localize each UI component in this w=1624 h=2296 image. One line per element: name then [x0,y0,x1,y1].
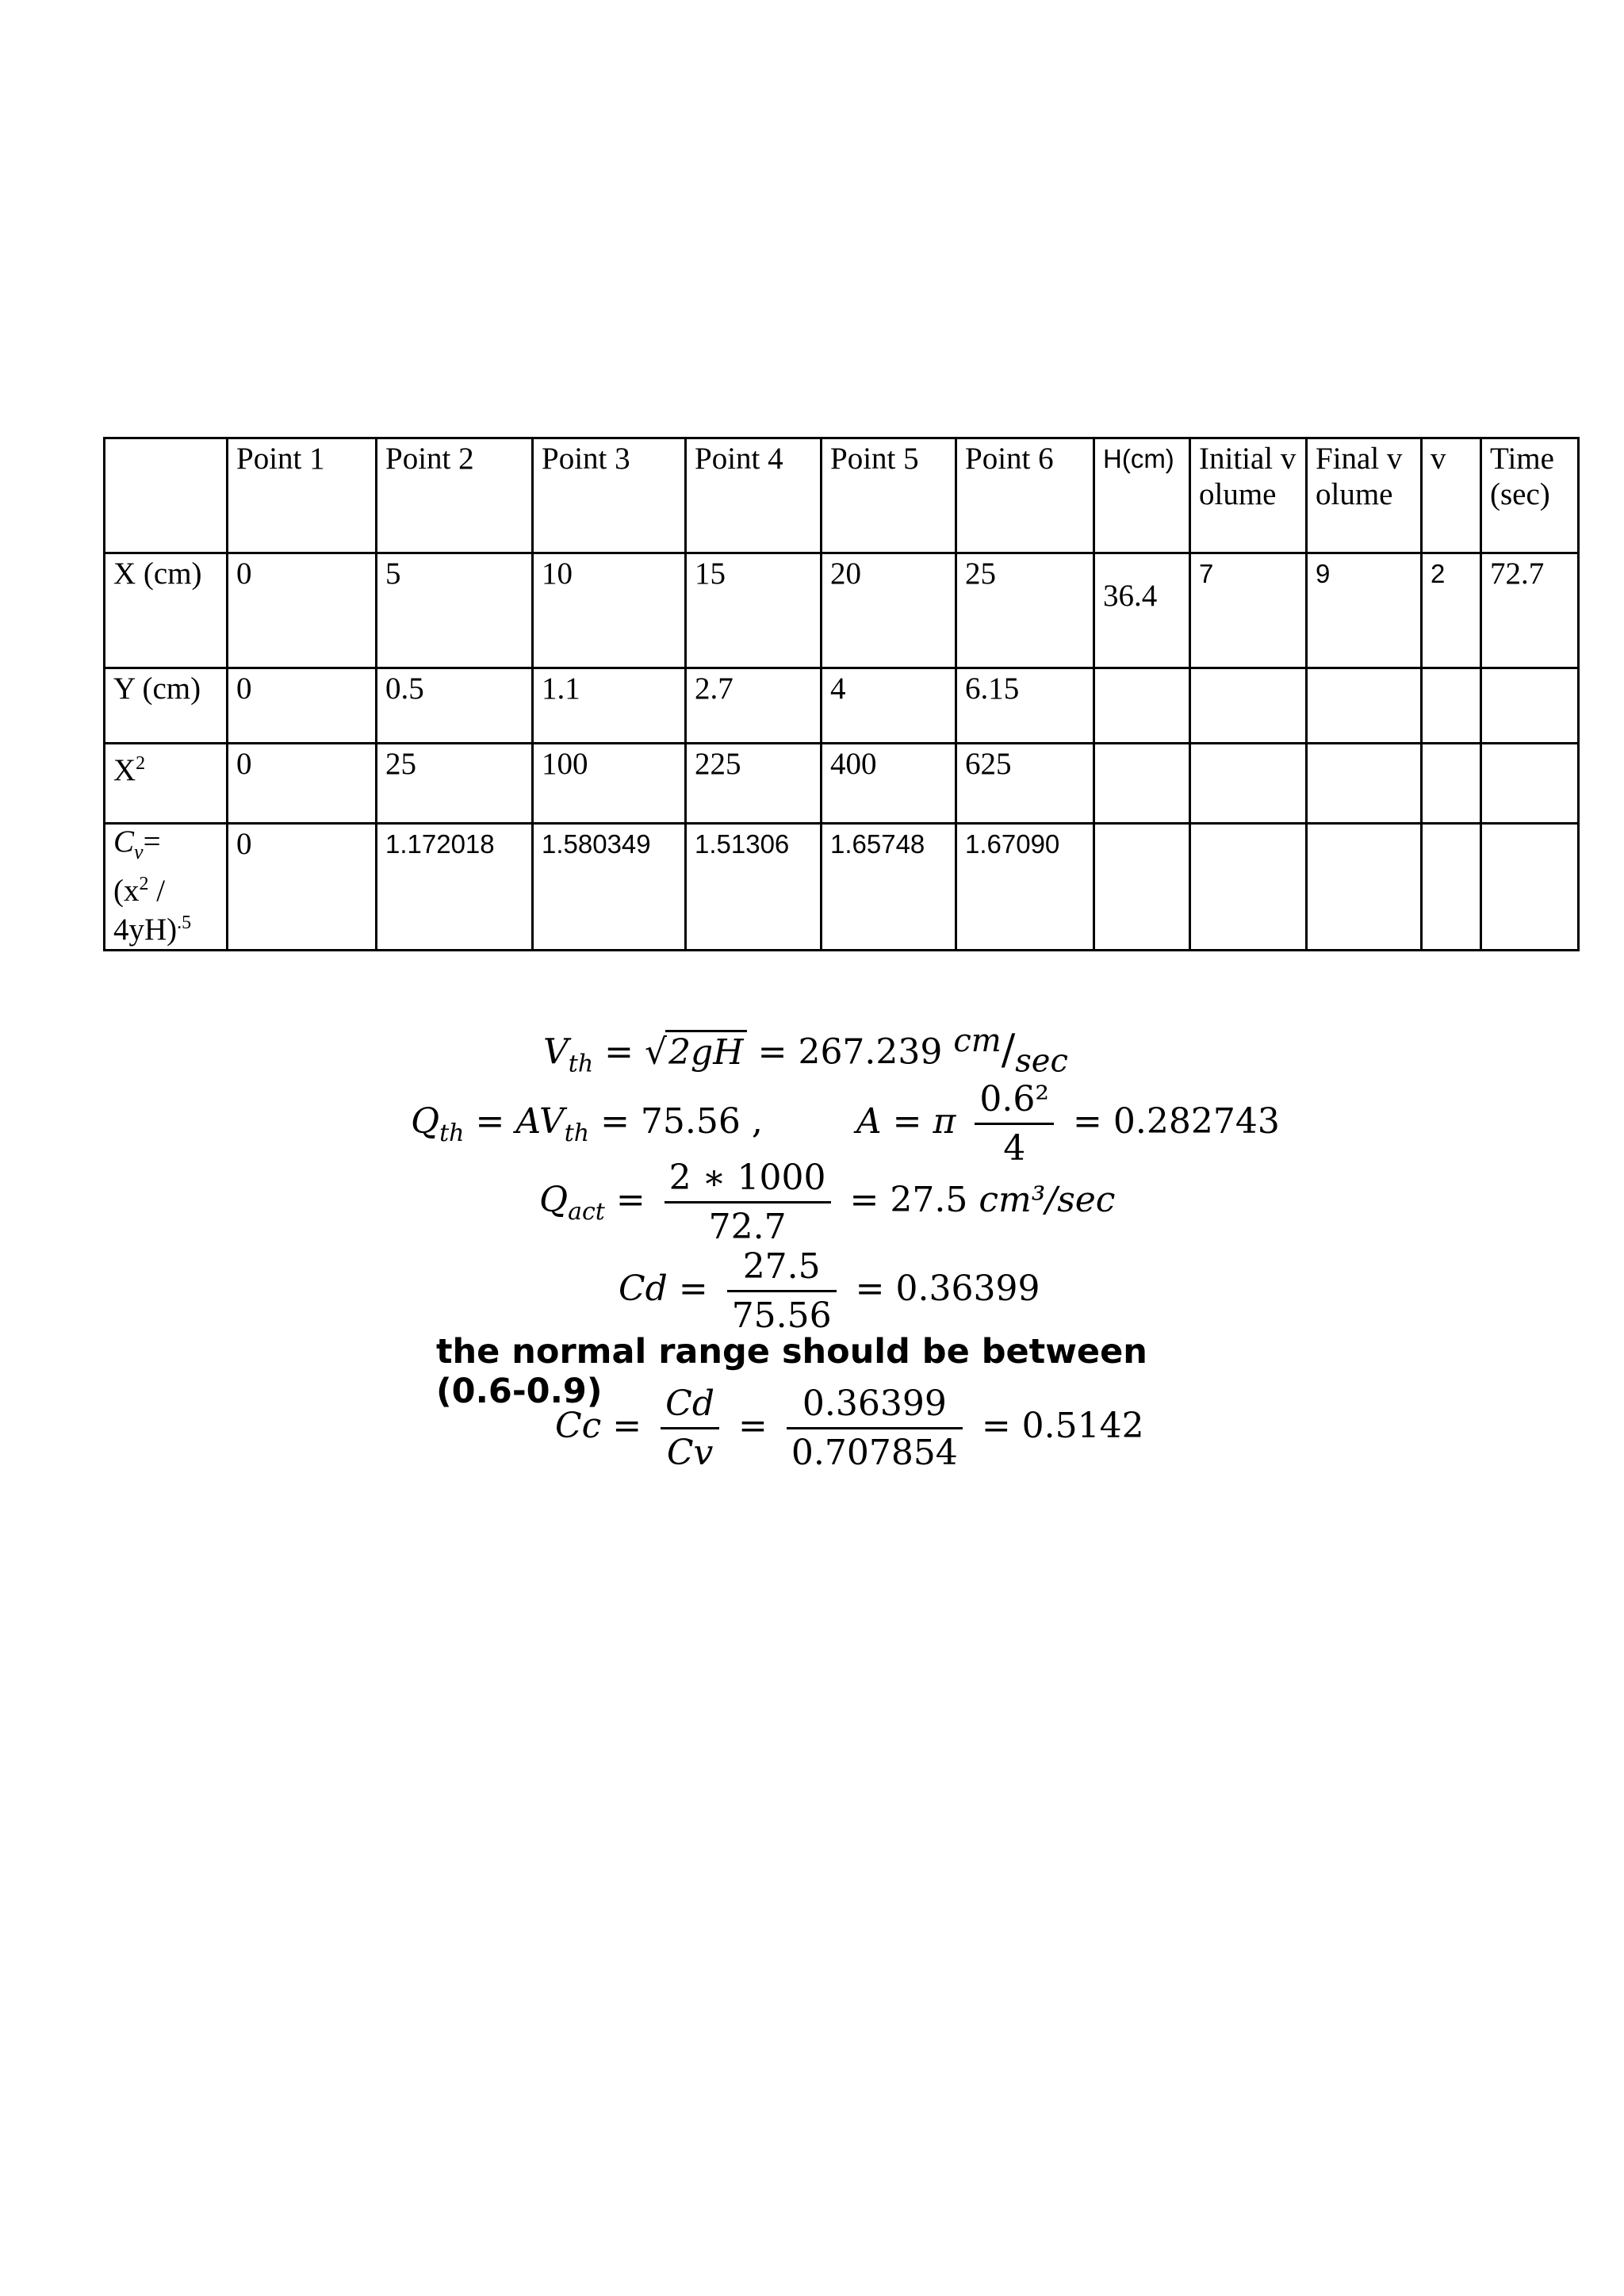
table-cell [1422,668,1481,744]
table-cell [1190,668,1307,744]
table-cell [1307,668,1422,744]
table-cell: 2 [1422,553,1481,668]
table-cell [1481,668,1579,744]
header-cell: Time (sec) [1481,438,1579,553]
table-cell: 0 [228,553,377,668]
cc-equation: Cc = $\frac{Cd}{Cv}$ = $\frac{0.36399}{0.707854}$ = 0.5142 [555,1383,1144,1473]
table-cell: 225 [686,744,822,824]
header-cell: Point 4 [686,438,822,553]
header-cell: v [1422,438,1481,553]
table-cell: 25 [377,744,533,824]
table-cell: 4 [822,668,956,744]
table-cell: 7 [1190,553,1307,668]
header-cell: Point 2 [377,438,533,553]
table-cell: 2.7 [686,668,822,744]
table-cell: 0 [228,744,377,824]
table-cell: 72.7 [1481,553,1579,668]
header-cell [105,438,228,553]
table-cell [1190,744,1307,824]
table-cell: 1.1 [533,668,686,744]
table-cell: 0.5 [377,668,533,744]
header-cell: Final volume [1307,438,1422,553]
row-label: Y (cm) [105,668,228,744]
table-cell [1190,824,1307,951]
table-cell [1094,824,1190,951]
qth-equation: $Q_{th} = AV_{th} = 75.56$ , A = π $\frac{\text{0.6²}}{4}$ = 0.282743 [411,1079,1280,1169]
header-cell: Initial volume [1190,438,1307,553]
table-cell: 20 [822,553,956,668]
table-cell: 6.15 [956,668,1094,744]
table-cell: 5 [377,553,533,668]
header-cell: Point 1 [228,438,377,553]
header-cell: Point 5 [822,438,956,553]
table-row [105,744,1579,824]
experiment-data-table [103,437,1580,951]
table-cell: 1.172018 [377,824,533,951]
row-label: $C_v=$ ($x^2$ / 4yH)$^{.5}$ [105,824,228,951]
table-cell: 9 [1307,553,1422,668]
table-cell: 1.580349 [533,824,686,951]
row-label: X (cm) [105,553,228,668]
head-value: 36.4 [1103,579,1158,613]
table-cell [1481,744,1579,824]
table-cell: 100 [533,744,686,824]
table-row [105,824,1579,951]
table-cell: 625 [956,744,1094,824]
table-cell [1307,744,1422,824]
cd-equation: Cd = $\frac{27.5}{75.56}$ = 0.36399 [619,1246,1040,1336]
table-cell [1307,824,1422,951]
table-cell: 25 [956,553,1094,668]
table-cell: 0 [228,668,377,744]
table-cell: 1.51306 [686,824,822,951]
row-label: $X^2$ [105,744,228,824]
table-header-row [105,438,1579,553]
table-cell [1094,668,1190,744]
header-cell: Point 3 [533,438,686,553]
table-row [105,553,1579,668]
table-cell: 0 [228,824,377,951]
table-cell [1094,744,1190,824]
table-row [105,668,1579,744]
table-cell: 400 [822,744,956,824]
table-cell: 15 [686,553,822,668]
table-cell [1094,553,1190,668]
header-cell: Point 6 [956,438,1094,553]
table-cell: 10 [533,553,686,668]
table-cell: 1.65748 [822,824,956,951]
header-cell: H(cm) [1094,438,1190,553]
table-cell [1422,744,1481,824]
table-cell [1481,824,1579,951]
normal-range-note: the normal range should be between (0.6-0.9) [436,1332,1147,1411]
qact-equation: $Q_{act}$ = $\frac{2 ∗ 1000}{72.7}$ = 27.5 cm³/sec [539,1158,1116,1247]
table-cell: 1.67090 [956,824,1094,951]
table-cell [1422,824,1481,951]
vth-equation: $V_{th} = √2gH = 267.239$ $^{cm}/_{sec}$ [543,1023,1068,1080]
